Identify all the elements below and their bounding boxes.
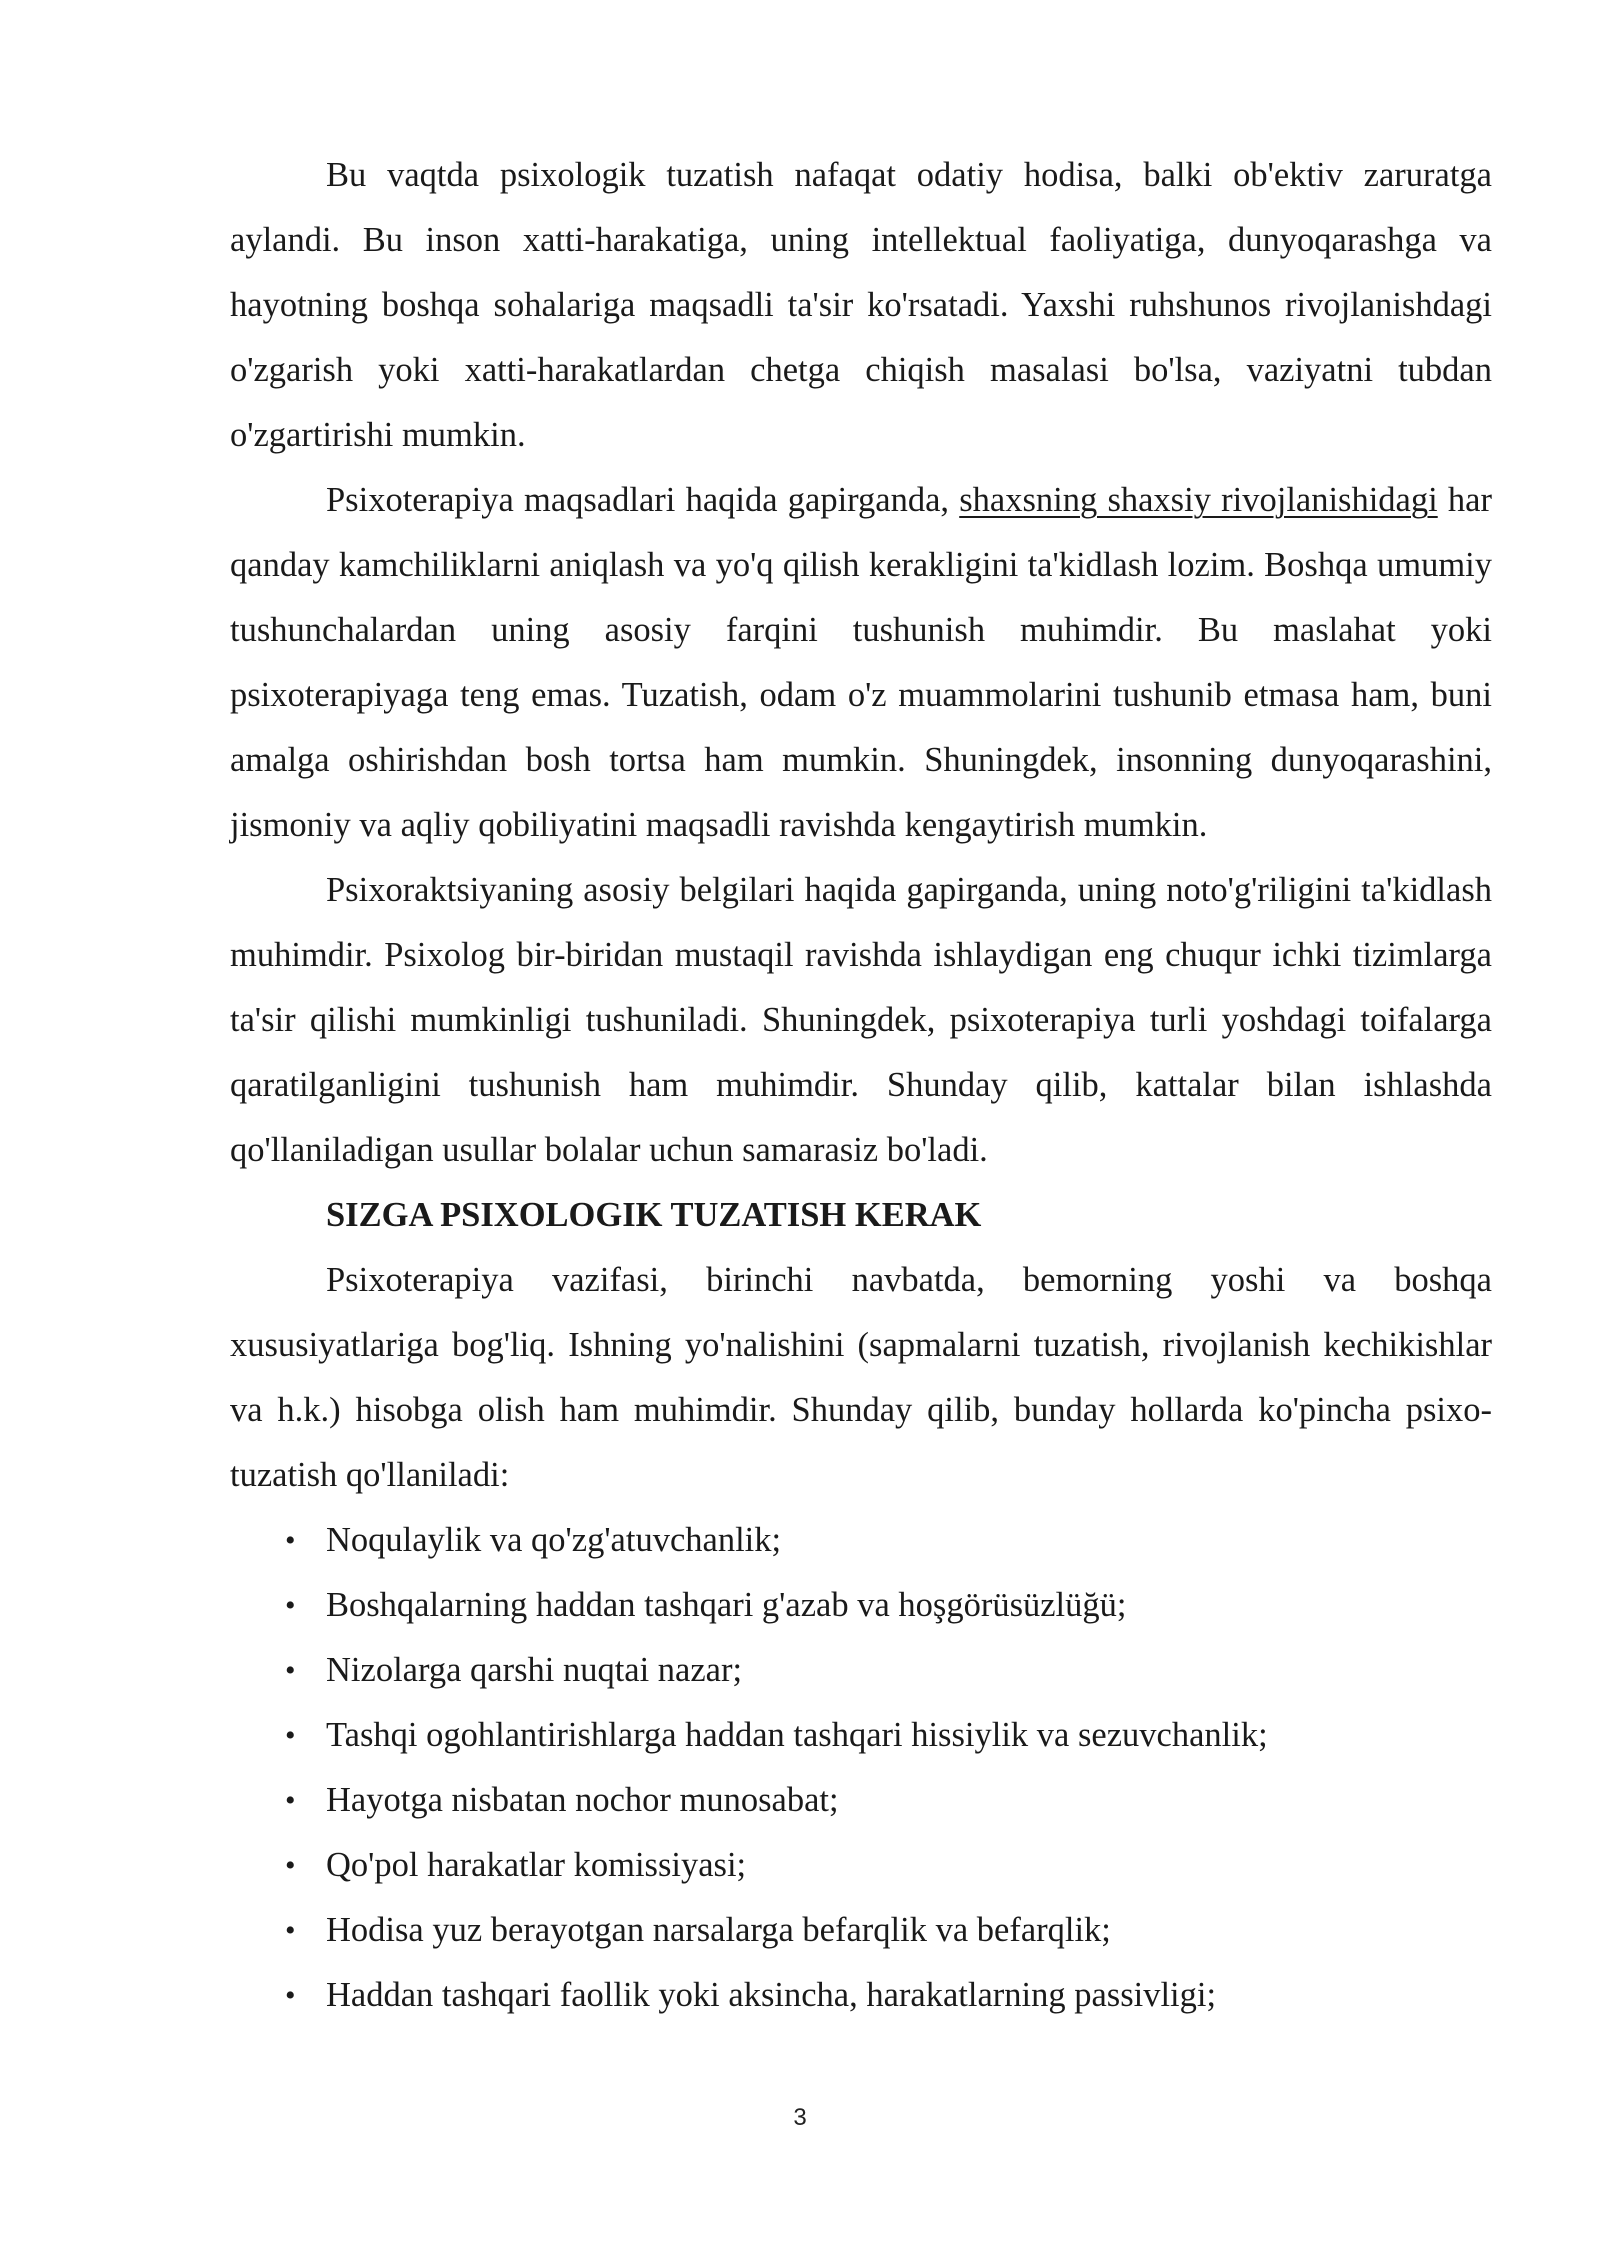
paragraph-3: Psixoraktsiyaning asosiy belgilari haqida gapirganda, uning noto'g'riligini ta'kidlash muhimdir. Psixolog bir-biridan mustaqil ravishda ishlaydigan eng chuqur ichki tizimlarga ta'sir qilishi mumkinligi tushuniladi. Shuningdek, psixoterapiya turli yoshdagi toifalarga qaratilganligini tushunish ham muhimdir. Shunday qilib, kattalar bilan ishlashda qo'llaniladigan usullar bolalar uchun samarasiz bo'ladi. (230, 871, 1492, 1169)
list-item-text: Noqulaylik va qo'zg'atuvchanlik; (326, 1521, 782, 1559)
bullet-icon: • (285, 1589, 296, 1622)
list-item (230, 1638, 1492, 1703)
paragraph-2-text-after: har qanday kamchiliklarni aniqlash va yo'q qilish kerakligini ta'kidlash lozim. Boshqa umumiy tushunchalardan uning asosiy farqini tushunish muhimdir. Bu maslahat yoki psixoterapiyaga teng emas. Tuzatish, odam o'z muammolarini tushunib etmasa ham, buni amalga oshirishdan bosh tortsa ham mumkin. Shuningdek, insonning dunyoqarashini, jismoniy va aqliy qobiliyatini maqsadli ravishda kengaytirish mumkin. (230, 481, 1492, 844)
list-item-text: Hayotga nisbatan nochor munosabat; (326, 1781, 839, 1819)
bullet-icon: • (285, 1719, 296, 1752)
list-item (230, 1833, 1492, 1898)
bullet-list (230, 1508, 1492, 2028)
hyperlink-personal-development[interactable]: shaxsning shaxsiy rivojlanishidagi (959, 481, 1438, 519)
list-item (230, 1898, 1492, 1963)
page-number: 3 (793, 2104, 807, 2131)
list-item-text: Nizolarga qarshi nuqtai nazar; (326, 1651, 743, 1689)
bullet-icon: • (285, 1784, 296, 1817)
bullet-icon: • (285, 1654, 296, 1687)
bullet-icon: • (285, 1849, 296, 1882)
list-item-text: Hodisa yuz berayotgan narsalarga befarqlik va befarqlik; (326, 1911, 1111, 1949)
list-item-text: Qo'pol harakatlar komissiyasi; (326, 1846, 747, 1884)
bullet-icon: • (285, 1524, 296, 1557)
paragraph-4: Psixoterapiya vazifasi, birinchi navbatda, bemorning yoshi va boshqa xususiyatlariga bog'liq. Ishning yo'nalishini (sapmalarni tuzatish, rivojlanish kechikishlar va h.k.) hisobga olish ham muhimdir. Shunday qilib, bunday hollarda ko'pincha psixo-tuzatish qo'llaniladi: (230, 1261, 1492, 1494)
page-content (230, 143, 1492, 2028)
bullet-icon: • (285, 1979, 296, 2012)
list-item (230, 1963, 1492, 2028)
paragraph-2 (230, 468, 1492, 858)
bullet-icon: • (285, 1914, 296, 1947)
list-item-text: Boshqalarning haddan tashqari g'azab va hoşgörüsüzlüğü; (326, 1586, 1127, 1624)
list-item (230, 1768, 1492, 1833)
list-item-text: Haddan tashqari faollik yoki aksincha, harakatlarning passivligi; (326, 1976, 1217, 2014)
paragraph-2-text-before: Psixoterapiya maqsadlari haqida gapirganda, (326, 481, 960, 519)
list-item (230, 1703, 1492, 1768)
list-item (230, 1508, 1492, 1573)
section-heading: SIZGA PSIXOLOGIK TUZATISH KERAK (326, 1196, 982, 1234)
list-item (230, 1573, 1492, 1638)
paragraph-1: Bu vaqtda psixologik tuzatish nafaqat odatiy hodisa, balki ob'ektiv zaruratga aylandi. Bu inson xatti-harakatiga, uning intellektual faoliyatiga, dunyoqarashga va hayotning boshqa sohalariga maqsadli ta'sir ko'rsatadi. Yaxshi ruhshunos rivojlanishdagi o'zgarish yoki xatti-harakatlardan chetga chiqish masalasi bo'lsa, vaziyatni tubdan o'zgartirishi mumkin. (230, 156, 1492, 454)
list-item-text: Tashqi ogohlantirishlarga haddan tashqari hissiylik va sezuvchanlik; (326, 1716, 1268, 1754)
